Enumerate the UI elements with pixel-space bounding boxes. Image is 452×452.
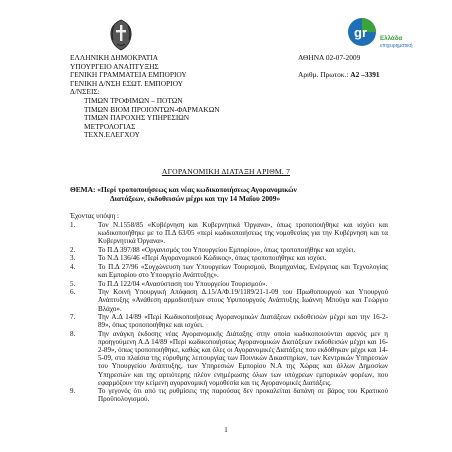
department-line: ΤΙΜΩΝ ΒΙΟΜ ΠΡΟΙΟΝΤΩΝ-ΦΑΡΜΑΚΩΝ <box>84 104 220 114</box>
item-number: 9. <box>70 387 76 396</box>
item-number: 1. <box>70 221 76 229</box>
header-line: ΕΛΛΗΝΙΚΗ ΔΗΜΟΚΡΑΤΙΑ <box>70 53 159 62</box>
given-heading: Έχοντας υπόψη : <box>70 212 119 220</box>
coat-of-arms-icon <box>108 18 134 52</box>
protocol-line <box>298 71 448 80</box>
item-text: Την Κοινή Υπουργική Απόφαση Δ.15/Α/Φ.19/1189/21-1-09 του Πρωθυπουργού και Υπουργού Ανάπτυξης «Ανάθεση αρμοδιοτήτων στους Υφυπουργούς Ανάπτυξης Ιωάννη Μπούγα και Γεώργιο Βλάχο». <box>98 288 388 313</box>
department-line: ΤΕΧΝ.ΕΛΕΓΧΟΥ <box>84 130 140 140</box>
list-item <box>70 330 388 387</box>
protocol-number: Α2 –3391 <box>350 70 380 80</box>
header-line: ΓΕΝΙΚΗ ΓΡΑΜΜΑΤΕΙΑ ΕΜΠΟΡΙΟΥ <box>70 70 187 80</box>
header-line: ΥΠΟΥΡΓΕΙΟ ΑΝΑΠΤΥΞΗΣ <box>70 61 159 71</box>
subject-line: Διατάξεων, εκδοθεισών μέχρι και την 14 Μαΐου 2009» <box>110 193 281 203</box>
item-text: Το γεγονός ότι από τις ρυθμίσεις της παρούσας δεν προκαλείται δαπάνη σε βάρος του Κρατικού Προϋπολογισμού. <box>98 387 388 404</box>
item-number: 7. <box>70 313 76 322</box>
list-item <box>70 288 388 312</box>
item-text: Το Ν.Δ 136/46 «Περί Αγορανομικού Κώδικος», όπως τροποποιήθηκε και ισχύει. <box>98 254 327 263</box>
item-number: 3. <box>70 254 76 263</box>
item-text: Το Π.Δ 397/88 «Οργανισμός του Υπουργείου Εμπορίου», όπως τροποποιήθηκε και ισχύει. <box>98 245 356 254</box>
header-line: Δ/ΝΣΕΙΣ: <box>70 87 100 97</box>
logo-mark: gr <box>354 25 367 40</box>
list-item <box>70 280 388 288</box>
item-text: Το Π.Δ 27/96 «Συγχώνευση των Υπουργείων Τουρισμού, Βιομηχανίας, Ενέργειας και Τεχνολογίας και Εμπορίου στο Υπουργείο Ανάπτυξης». <box>98 262 388 280</box>
item-number: 5. <box>70 279 76 288</box>
item-text: Τον Ν.1558/85 «Κυβέρνηση και Κυβερνητικά Όργανα», όπως τροποποιήθηκε και ισχύει και κωδικοποιήθηκε με το Π.Δ 63/05 «περί κωδικοποιήσεως της νομοθεσίας για την Κυβέρνηση και τα Κυβερνητικά Όργανα». <box>98 221 388 246</box>
item-text: Το Π.Δ 122/04 «Ανασύσταση του Υπουργείου Τουρισμού». <box>98 279 268 288</box>
item-text: Την Α.Δ 14/89 «Περί Κωδικοποιήσεως Αγορανομικών Διατάξεων εκδοθεισών μέχρι και την 16-2-89», όπως τροποποιήθηκε και ισχύει. <box>98 313 388 330</box>
department-line: ΜΕΤΡΟΛΟΓΙΑΣ <box>84 121 136 131</box>
list-item <box>70 221 388 245</box>
date-protocol-block <box>298 54 448 80</box>
list-item <box>70 254 388 262</box>
logo-line1: Ελλάδα <box>380 35 403 42</box>
subject-block <box>70 186 390 204</box>
item-number: 2. <box>70 245 76 254</box>
item-text: Την ανάγκη έκδοσης νέας Αγορανομικής Διάταξης στην οποία κωδικοποιούνται αφενός μεν η προηγούμενη Α.Δ 14/89 «Περί κωδικοποιήσεως Αγορανομικών Διατάξεων εκδοθεισών μέχρι και 16-2-89», όπως τροποποιήθηκε, καθώς και όλες οι Αγορανομικές Διατάξεις που εκδόθηκαν μέχρι και 14-5-09, στα πλαίσια της εύρυθμης λειτουργίας των Ποινικών Δικαστηρίων, των Κεντρικών Υπηρεσιών του Υπουργείου Ανάπτυξης, των Υπηρεσιών Εμπορίου Ν.Α της Χώρας και άλλων Δημοσίων Υπηρεσιών και της αρτιότερης πλέον ενημέρωσης όλων των υπόχρεων εμπορικών φορέων, που εφαρμόζουν την κείμενη αγορανομική νομοθεσία και τις Αγορανομικές Διατάξεις. <box>98 329 388 387</box>
item-number: 8. <box>70 329 76 338</box>
list-item <box>70 246 388 254</box>
department-line: ΤΙΜΩΝ ΠΑΡΟΧΗΣ ΥΠΗΡΕΣΙΩΝ <box>84 113 190 123</box>
list-item <box>70 313 388 329</box>
considerations-list <box>70 221 388 404</box>
subject-line: ΘΕΜΑ: «Περί τροποποιήσεως και νέας κωδικοποιήσεως Αγορανομικών <box>70 185 297 194</box>
list-item <box>70 263 388 279</box>
sender-block <box>70 54 270 140</box>
place-date: ΑΘΗΝΑ 02-07-2009 <box>298 53 361 62</box>
item-number: 6. <box>70 288 76 297</box>
protocol-label: Αριθμ. Πρωτοκ.: <box>298 70 349 80</box>
document-title: ΑΓΟΡΑΝΟΜΙΚΗ ΔΙΑΤΑΞΗ ΑΡΙΘΜ. 7 <box>161 167 291 176</box>
header-line: ΓΕΝΙΚΗ Δ/ΝΣΗ ΕΣΩΤ. ΕΜΠΟΡΙΟΥ <box>70 78 183 88</box>
logo-line2: επιχειρηματική <box>380 43 413 49</box>
page-number: 1 <box>224 426 228 434</box>
item-number: 4. <box>70 262 76 271</box>
list-item <box>70 387 388 403</box>
greece-business-logo <box>340 14 436 58</box>
department-line: ΤΙΜΩΝ ΤΡΟΦΙΜΩΝ – ΠΟΤΩΝ <box>84 95 183 105</box>
